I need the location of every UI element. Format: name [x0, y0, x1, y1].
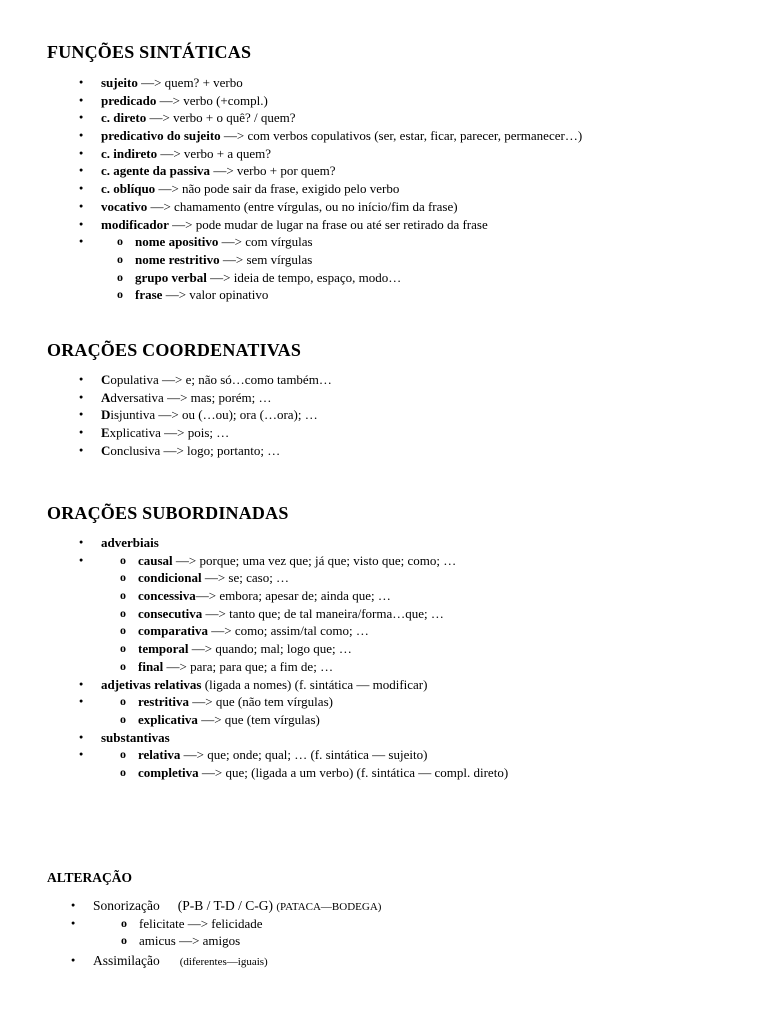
list-item-sub-group — [101, 693, 508, 728]
list-item: ● modificador —> pode mudar de lugar na frase ou até ser retirado da frase — [101, 216, 582, 234]
section-title-funcoes-sintaticas: FUNÇÕES SINTÁTICAS — [47, 42, 252, 62]
sublist-item: o condicional —> se; caso; … — [138, 569, 508, 587]
sublist-item: o frase —> valor opinativo — [135, 286, 582, 304]
modificador-sublist — [101, 233, 582, 304]
list-item-sub-group — [101, 746, 508, 781]
sublist-item: o ● nome apositivo —> com vírgulas — [135, 233, 582, 251]
list-item: ● Adversativa —> mas; porém; … — [101, 389, 332, 407]
list-item: ● predicado —> verbo (+compl.) — [101, 92, 582, 110]
sublist-item: o temporal —> quando; mal; logo que; … — [138, 640, 508, 658]
list-item: ● vocativo —> chamamento (entre vírgulas, ou no início/fim da frase) — [101, 198, 582, 216]
section-title-oracoes-subordinadas: ORAÇÕES SUBORDINADAS — [47, 503, 289, 523]
section-title-oracoes-coordenativas: ORAÇÕES COORDENATIVAS — [47, 340, 302, 360]
sublist-item: o concessiva—> embora; apesar de; ainda que; … — [138, 587, 508, 605]
sublist-item: o explicativa —> que (tem vírgulas) — [138, 711, 508, 729]
list-item: ● c. indireto —> verbo + a quem? — [101, 145, 582, 163]
list-item: ● predicativo do sujeito —> com verbos copulativos (ser, estar, ficar, parecer, permanecer…) — [101, 127, 582, 145]
adjetivas-sublist — [101, 693, 508, 728]
list-item: ● Conclusiva —> logo; portanto; … — [101, 442, 332, 460]
alteracao-list — [93, 897, 381, 970]
sublist-item: o ● felicitate —> felicidade — [139, 915, 381, 933]
sonorizacao-sublist — [93, 915, 381, 950]
list-item: ● c. agente da passiva —> verbo + por quem? — [101, 162, 582, 180]
sublist-item: o grupo verbal —> ideia de tempo, espaço, modo… — [135, 269, 582, 287]
subordinadas-list — [101, 534, 508, 782]
list-item-adjetivas: ● adjetivas relativas (ligada a nomes) (f. sintática — modificar) — [101, 676, 508, 694]
coordenativas-list — [101, 371, 332, 459]
list-item: ● c. oblíquo —> não pode sair da frase, exigido pelo verbo — [101, 180, 582, 198]
sublist-item: o nome restritivo —> sem vírgulas — [135, 251, 582, 269]
list-item-sub-group — [101, 233, 582, 304]
list-item: ● Explicativa —> pois; … — [101, 424, 332, 442]
sublist-item: o comparativa —> como; assim/tal como; … — [138, 622, 508, 640]
list-item: ● Copulativa —> e; não só…como também… — [101, 371, 332, 389]
sublist-item: o consecutiva —> tanto que; de tal maneira/forma…que; … — [138, 605, 508, 623]
sublist-item: o ● restritiva —> que (não tem vírgulas) — [138, 693, 508, 711]
list-item: ● sujeito —> quem? + verbo — [101, 74, 582, 92]
funcoes-list — [101, 74, 582, 304]
list-item-adverbiais: ● adverbiais — [101, 534, 508, 552]
substantivas-sublist — [101, 746, 508, 781]
sublist-item: o ● relativa —> que; onde; qual; … (f. sintática — sujeito) — [138, 746, 508, 764]
list-item: ● c. direto —> verbo + o quê? / quem? — [101, 109, 582, 127]
adverbiais-sublist — [101, 552, 508, 676]
list-item-sub-group — [101, 552, 508, 676]
list-item-substantivas: ● substantivas — [101, 729, 508, 747]
sublist-item: o ● causal —> porque; uma vez que; já que; visto que; como; … — [138, 552, 508, 570]
list-item-assimilacao: ● Assimilação (diferentes—iguais) — [93, 952, 381, 970]
section-title-alteracao: ALTERAÇÃO — [47, 870, 133, 885]
list-item: ● Disjuntiva —> ou (…ou); ora (…ora); … — [101, 406, 332, 424]
list-item-sub-group — [93, 915, 381, 950]
list-item-sonorizacao: ● Sonorização (P-B / T-D / C-G) (PATACA—BODEGA) — [93, 897, 381, 915]
sublist-item: o final —> para; para que; a fim de; … — [138, 658, 508, 676]
sublist-item: o completiva —> que; (ligada a um verbo) (f. sintática — compl. direto) — [138, 764, 508, 782]
sublist-item: o amicus —> amigos — [139, 932, 381, 950]
